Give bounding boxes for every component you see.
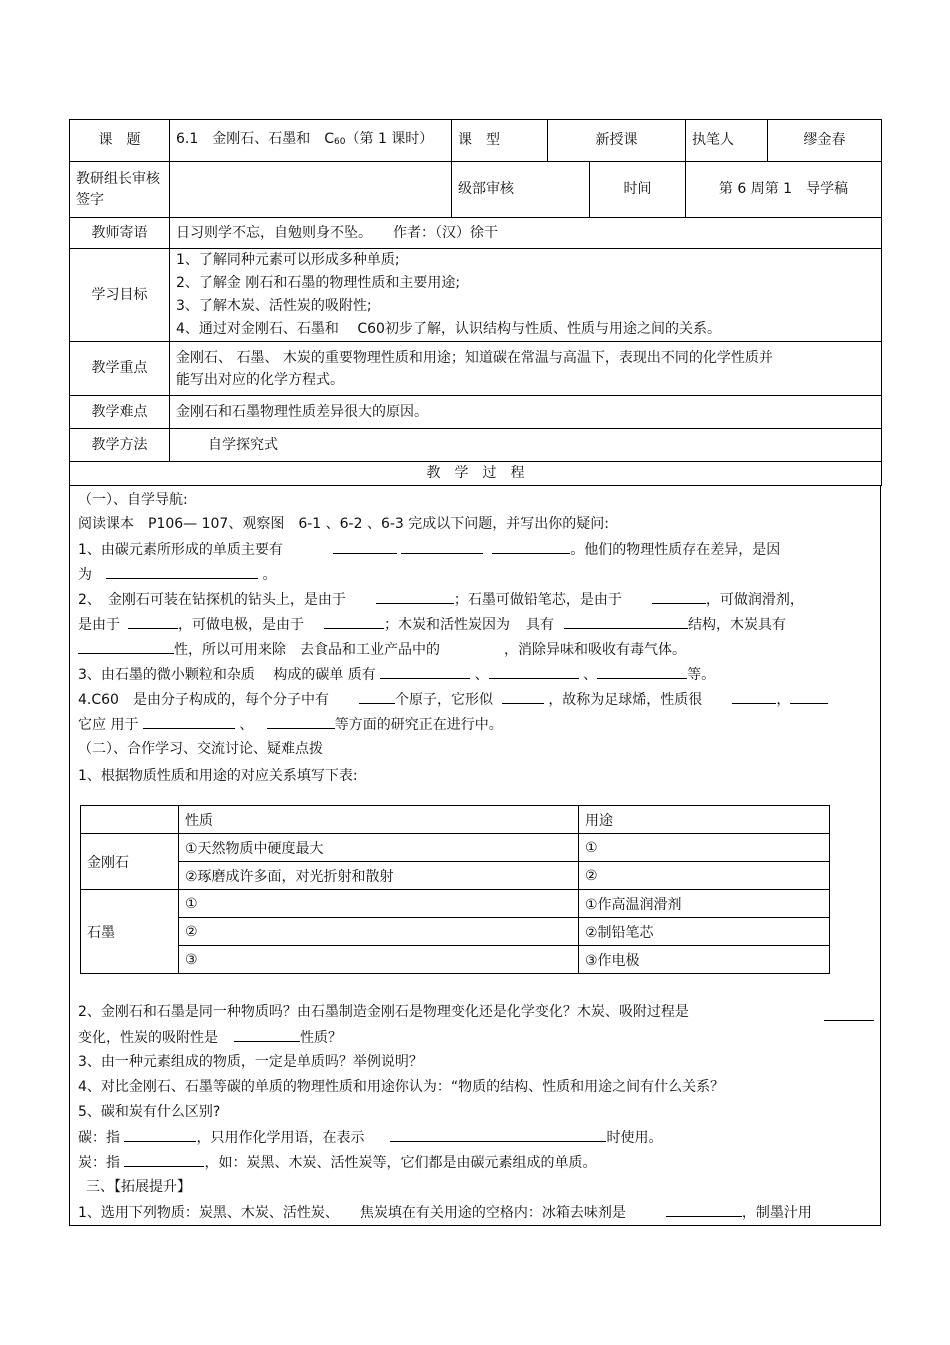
q2-line-2: 是由于 ，可做电极，是由于 ；木炭和活性炭因为 具有 结构，木炭具有 (78, 614, 874, 635)
blank-field[interactable] (489, 664, 579, 679)
key-label: 教学重点 (70, 342, 170, 396)
blank-field[interactable] (324, 614, 384, 629)
table-row (81, 862, 830, 890)
goal-item: 2、了解金 刚石和石墨的物理性质和主要用途; (176, 275, 461, 291)
section2-q2-line-2: 变化，性炭的吸附性是 性质？ (78, 1027, 874, 1048)
blank-field[interactable] (652, 589, 706, 604)
section2-q1: 1、根据物质性质和用途的对应关系填写下表: (78, 768, 358, 784)
table-cell: ①天然物质中硬度最大 (179, 834, 579, 862)
table-row (81, 834, 830, 862)
blank-field[interactable] (380, 664, 470, 679)
process-title: 教 学 过 程 (70, 462, 882, 486)
process-body (69, 486, 881, 1226)
col-header-usage: 用途 (579, 806, 830, 834)
section2-q5: 5、碳和炭有什么区别? (78, 1104, 221, 1120)
group-leader-sign (170, 162, 452, 218)
section2-q3: 3、由一种元素组成的物质，一定是单质吗？举例说明？ (78, 1054, 423, 1070)
blank-field[interactable] (597, 664, 687, 679)
blank-field[interactable] (390, 1127, 606, 1142)
q3-line: 3、由石墨的微小颗粒和杂质 构成的碳单 质有 、 、 等。 (78, 664, 874, 685)
section3-q1: 1、选用下列物质：炭黑、木炭、活性炭、 焦炭填在有关用途的空格内：冰箱去味剂是 ，制墨汁用 (78, 1202, 874, 1223)
blank-field[interactable] (376, 589, 454, 604)
difficulty-value: 金刚石和石墨物理性质差异很大的原因。 (170, 396, 882, 429)
q2-line-3: 性，所以可用来除 去食品和工业产品中的 ，消除异味和吸收有毒气体。 (78, 639, 874, 660)
q2-line-1: 2、 金刚石可装在钻探机的钻头上，是由于 ；石墨可做铅笔芯，是由于 ，可做润滑剂， (78, 589, 874, 610)
table-corner (81, 806, 179, 834)
blank-field[interactable] (666, 1202, 742, 1217)
goal-item: 4、通过对金刚石、石墨和 C60初步了解，认识结构与性质、性质与用途之间的关系。 (176, 321, 721, 337)
table-cell[interactable]: ① (179, 890, 579, 918)
tan-carbon-line: 碳：指 ，只用作化学用语，在表示 时使用。 (78, 1127, 874, 1148)
section2-q2-line-1: 2、金刚石和石墨是同一种物质吗？由石墨制造金刚石是物理变化还是化学变化？木炭、吸附过程是 (78, 1002, 874, 1022)
key-value: 金刚石、 石墨、 木炭的重要物理性质和用途；知道碳在常温与高温下，表现出不同的化学性质并 能写出对应的化学方程式。 (170, 342, 882, 396)
table-cell[interactable]: ① (579, 834, 830, 862)
blank-field[interactable] (790, 689, 828, 704)
goals-label: 学习目标 (70, 249, 170, 342)
blank-field[interactable] (564, 614, 688, 629)
q4-line-2: 它应 用于 、 等方面的研究正在进行中。 (78, 714, 874, 735)
table-cell: ②琢磨成许多面，对光折射和散射 (179, 862, 579, 890)
author-label: 执笔人 (686, 120, 768, 162)
blank-field[interactable] (128, 614, 178, 629)
difficulty-label: 教学难点 (70, 396, 170, 429)
table-cell[interactable]: ② (579, 862, 830, 890)
blank-field[interactable] (732, 689, 776, 704)
blank-field[interactable] (401, 539, 483, 554)
blank-field[interactable] (124, 1127, 196, 1142)
q1-line-1: 1、由碳元素所形成的单质主要有 。他们的物理性质存在差异，是因 (78, 539, 874, 560)
topic-value: 6.1 金刚石、石墨和 C60（第 1 课时） (170, 120, 452, 162)
blank-field[interactable] (502, 689, 544, 704)
col-header-property: 性质 (179, 806, 579, 834)
row-header-diamond: 金刚石 (81, 834, 179, 890)
grade-review-label: 级部审核 (452, 162, 590, 218)
q1-line-2: 为 。 (78, 564, 874, 585)
section3-title: 三、【拓展提升】 (86, 1179, 191, 1195)
section2-q4: 4、对比金刚石、石墨等碳的单质的物理性质和用途你认为：“物质的结构、性质和用途之间有什么关系？ (78, 1079, 725, 1095)
topic-label: 课 题 (70, 120, 170, 162)
goal-item: 3、了解木炭、活性炭的吸附性; (176, 298, 372, 314)
table-cell: ①作高温润滑剂 (579, 890, 830, 918)
group-leader-label: 教研组长审核签字 (70, 162, 170, 218)
method-value: 自学探究式 (170, 429, 882, 462)
blank-field[interactable] (492, 539, 570, 554)
header-table (69, 119, 882, 486)
blank-field[interactable] (78, 639, 174, 654)
table-cell: ③作电极 (579, 946, 830, 974)
table-cell: ②制铅笔芯 (579, 918, 830, 946)
blank-field[interactable] (333, 539, 397, 554)
blank-field[interactable] (143, 714, 235, 729)
table-cell[interactable]: ② (179, 918, 579, 946)
author-value: 缪金春 (768, 120, 882, 162)
time-label: 时间 (590, 162, 686, 218)
section1-intro: 阅读课本 P106— 107、观察图 6-1 、6-2 、6-3 完成以下问题，并写出你的疑问: (78, 516, 610, 532)
table-row (81, 890, 830, 918)
section2-title: （二）、合作学习、交流讨论、疑难点拨 (78, 741, 323, 757)
type-value: 新授课 (548, 120, 686, 162)
method-label: 教学方法 (70, 429, 170, 462)
table-cell[interactable]: ③ (179, 946, 579, 974)
goals-list (170, 249, 882, 342)
blank-field[interactable] (234, 1027, 300, 1042)
blank-field[interactable] (267, 714, 335, 729)
goal-item: 1、了解同种元素可以形成多种单质; (176, 252, 400, 268)
table-row (81, 946, 830, 974)
row-header-graphite: 石墨 (81, 890, 179, 974)
property-usage-table (80, 805, 830, 974)
blank-field[interactable] (124, 1152, 204, 1167)
type-label: 课 型 (452, 120, 548, 162)
motto-value: 日习则学不忘，自勉则身不坠。 作者：（汉）徐干 (170, 218, 882, 249)
blank-field[interactable] (824, 1006, 874, 1021)
time-value: 第 6 周第 1 导学稿 (686, 162, 882, 218)
section1-title: （一）、自学导航: (78, 492, 188, 508)
blank-field[interactable] (359, 689, 395, 704)
table-row (81, 918, 830, 946)
blank-field[interactable] (106, 564, 258, 579)
q4-line-1: 4.C60 是由分子构成的，每个分子中有 个原子，它形似 ，故称为足球烯，性质很 ， (78, 689, 874, 710)
motto-label: 教师寄语 (70, 218, 170, 249)
tan-charcoal-line: 炭：指 ，如：炭黑、木炭、活性炭等，它们都是由碳元素组成的单质。 (78, 1152, 874, 1173)
worksheet (69, 119, 881, 1226)
